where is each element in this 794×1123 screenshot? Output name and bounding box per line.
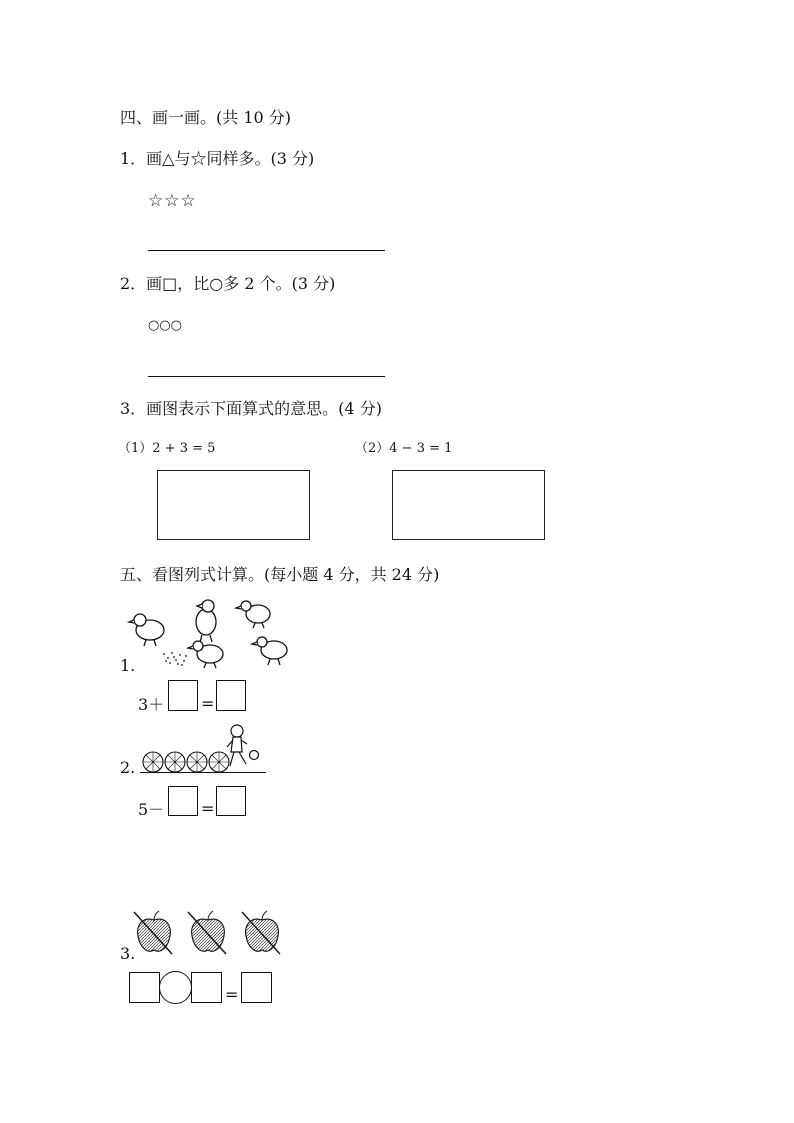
q2-circles: ○○○ <box>148 318 183 333</box>
chick-icon <box>196 600 216 642</box>
q3-sub1-draw-box[interactable] <box>157 470 310 540</box>
q3-text: 3．画图表示下面算式的意思。(4 分) <box>120 399 382 418</box>
crossed-apple-icon <box>188 911 226 954</box>
s5-q3-answer-box-3[interactable] <box>241 972 272 1003</box>
crossed-apples-illustration <box>132 910 292 958</box>
q1-text: 1．画△与☆同样多。(3 分) <box>120 149 315 168</box>
s5-q2-answer-box-1[interactable] <box>168 786 198 816</box>
section4-title: 四、画一画。(共 10 分) <box>120 108 292 127</box>
s5-q1-number: 1. <box>120 656 136 675</box>
chick-icon <box>129 614 164 646</box>
s5-q2-lhs: 5－ <box>138 800 165 819</box>
balls-illustration <box>140 722 270 774</box>
ball-icon <box>209 752 229 772</box>
s5-q3-answer-box-2[interactable] <box>191 972 222 1003</box>
s5-q2-ground-line <box>140 772 266 773</box>
q3-sub1-label: （1）2 + 3 = 5 <box>118 441 216 456</box>
s5-q1-equals: = <box>201 694 215 713</box>
s5-q2-answer-box-2[interactable] <box>216 786 246 816</box>
ball-icon <box>165 752 185 772</box>
q3-sub2-draw-box[interactable] <box>392 470 545 540</box>
s5-q2-equals: = <box>201 799 215 818</box>
chick-icon <box>236 601 270 628</box>
crossed-apple-icon <box>242 911 280 954</box>
section5-title: 五、看图列式计算。(每小题 4 分，共 24 分) <box>120 565 440 584</box>
q2-text: 2．画□，比○多 2 个。(3 分) <box>120 274 336 293</box>
q1-answer-line[interactable] <box>148 250 385 251</box>
s5-q3-equals: = <box>225 985 239 1004</box>
s5-q3-operator-circle[interactable] <box>159 971 192 1004</box>
chicks-illustration <box>128 598 298 670</box>
grain-dots <box>163 652 187 666</box>
s5-q1-answer-box-2[interactable] <box>216 680 246 711</box>
q1-stars: ☆☆☆ <box>148 191 197 211</box>
s5-q1-answer-box-1[interactable] <box>168 680 198 711</box>
chick-icon <box>252 637 287 665</box>
ball-icon <box>143 752 163 772</box>
boy-icon <box>227 725 259 766</box>
q2-answer-line[interactable] <box>148 376 385 377</box>
q3-sub2-label: （2）4 − 3 = 1 <box>355 441 453 456</box>
chick-icon <box>188 641 223 668</box>
s5-q1-lhs: 3＋ <box>138 695 165 714</box>
s5-q3-number: 3. <box>120 944 136 963</box>
s5-q3-answer-box-1[interactable] <box>129 972 160 1003</box>
ball-icon <box>187 752 207 772</box>
crossed-apple-icon <box>134 911 172 954</box>
s5-q2-number: 2. <box>120 758 136 777</box>
